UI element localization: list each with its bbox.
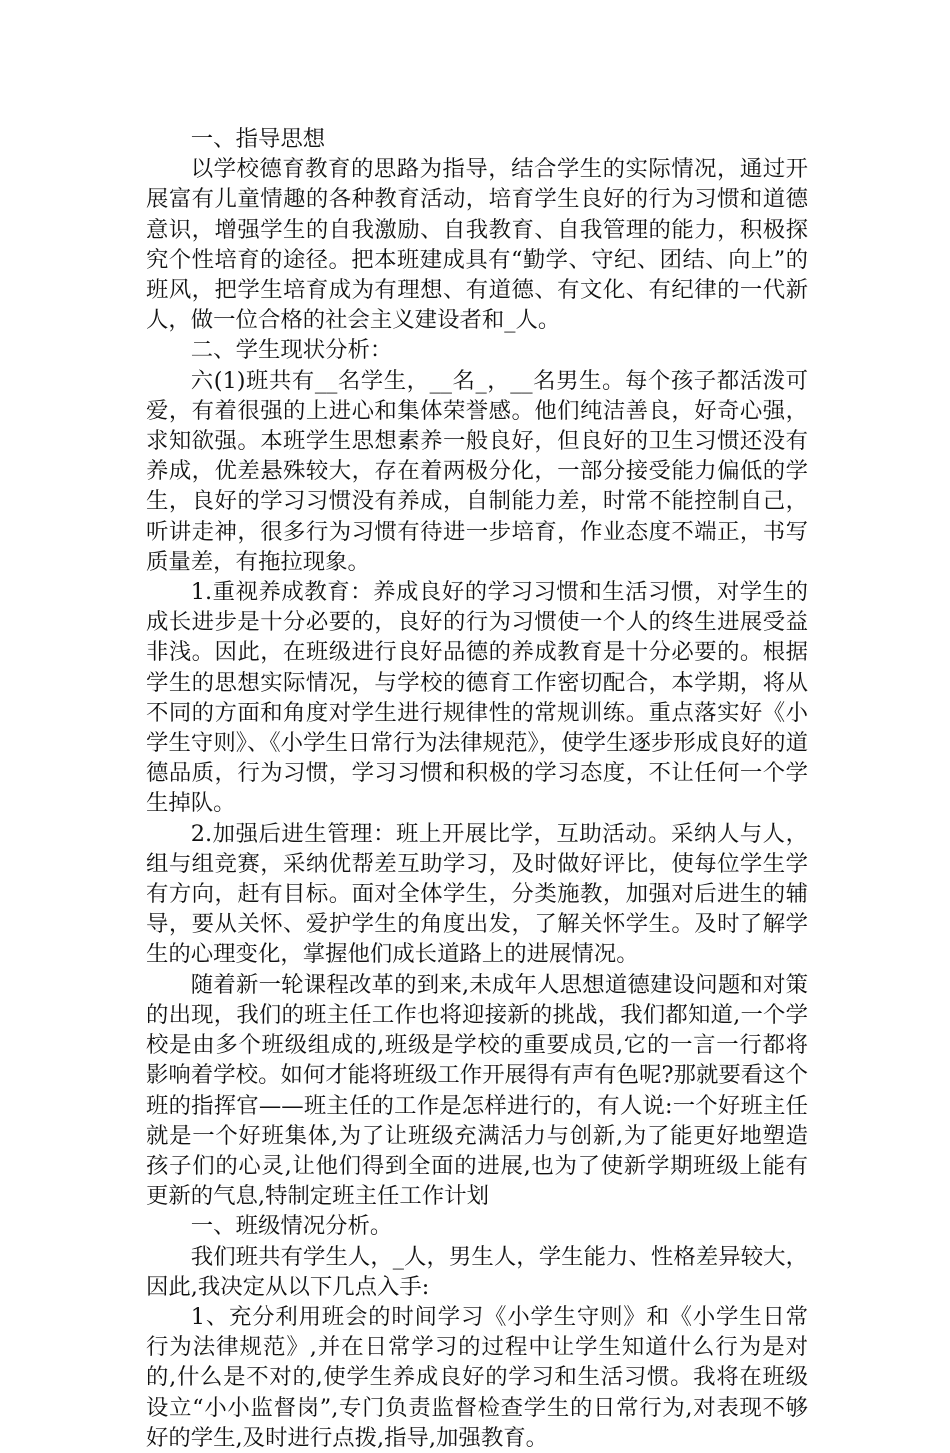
document-body xyxy=(146,124,808,1453)
paragraph-class-meeting: 1、充分利用班会的时间学习《小学生守则》和《小学生日常行为法律规范》,并在日常学习的过程中让学生知道什么行为是对的,什么是不对的,使学生养成良好的学习和生活习惯。我将在班级设立“小小监督岗”,专门负责监督检查学生的日常行为,对表现不够好的学生,及时进行点拨,指导,加强教育。 xyxy=(146,1303,808,1451)
paragraph-struggling-students: 2.加强后进生管理：班上开展比学，互助活动。采纳人与人，组与组竞赛，采纳优帮差互助学习，及时做好评比，使每位学生学有方向，赶有目标。面对全体学生，分类施教，加强对后进生的辅导，要从关怀、爱护学生的角度出发，了解关怀学生。及时了解学生的心理变化，掌握他们成长道路上的进展情况。 xyxy=(146,820,808,968)
paragraph-habit-education: 1.重视养成教育：养成良好的学习习惯和生活习惯，对学生的成长进步是十分必要的，良好的行为习惯使一个人的终生进展受益非浅。因此，在班级进行良好品德的养成教育是十分必要的。根据学生的思想实际情况，与学校的德育工作密切配合，本学期，将从不同的方面和角度对学生进行规律性的常规训练。重点落实好《小学生守则》、《小学生日常行为法律规范》，使学生逐步形成良好的道德品质，行为习惯，学习习惯和积极的学习态度，不让任何一个学生掉队。 xyxy=(146,579,808,817)
section-heading-student-analysis: 二、学生现状分析： xyxy=(190,337,393,364)
paragraph-class-composition: 我们班共有学生人，_人，男生人，学生能力、性格差异较大，因此,我决定从以下几点入手: xyxy=(146,1243,808,1300)
paragraph-curriculum-reform: 随着新一轮课程改革的到来,未成年人思想道德建设问题和对策的出现，我们的班主任工作也将迎接新的挑战，我们都知道,一个学校是由多个班级组成的,班级是学校的重要成员,它的一言一行都将影响着学校。如何才能将班级工作开展得有声有色呢?那就要看这个班的指挥官——班主任的工作是怎样进行的，有人说:一个好班主任就是一个好班集体,为了让班级充满活力与创新,为了能更好地塑造孩子们的心灵,让他们得到全面的进展,也为了使新学期班级上能有更新的气息,特制定班主任工作计划 xyxy=(146,971,808,1210)
section-heading-guiding-thought: 一、指导思想 xyxy=(190,126,326,152)
paragraph-class-overview: 六(1)班共有__名学生，__名_，__名男生。每个孩子都活泼可爱，有着很强的上进心和集体荣誉感。他们纯洁善良，好奇心强，求知欲强。本班学生思想素养一般良好，但良好的卫生习惯还没有养成，优差悬殊较大，存在着两极分化，一部分接受能力偏低的学生，良好的学习习惯没有养成，自制能力差，时常不能控制自己，听讲走神，很多行为习惯有待进一步培育，作业态度不端正，书写质量差，有拖拉现象。 xyxy=(146,367,808,575)
paragraph-guiding-thought: 以学校德育教育的思路为指导，结合学生的实际情况，通过开展富有儿童情趣的各种教育活动，培育学生良好的行为习惯和道德意识，增强学生的自我激励、自我教育、自我管理的能力，积极探究个性培育的途径。把本班建成具有“勤学、守纪、团结、向上”的班风，把学生培育成为有理想、有道德、有文化、有纪律的一代新人，做一位合格的社会主义建设者和_人。 xyxy=(146,156,808,334)
section-heading-class-analysis: 一、班级情况分析。 xyxy=(190,1213,393,1240)
